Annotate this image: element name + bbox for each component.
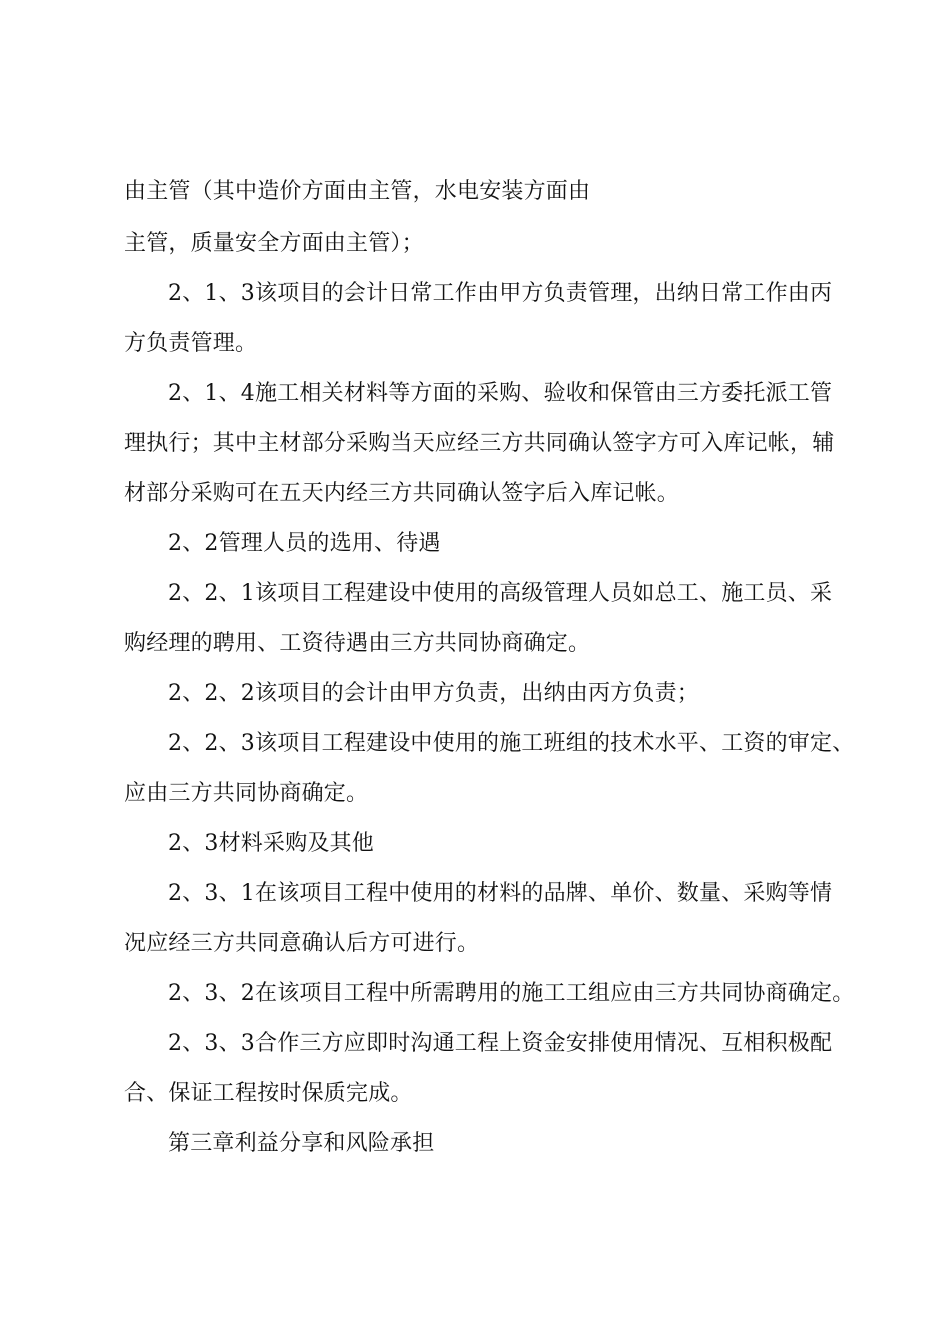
- chapter-heading-3: 第三章利益分享和风险承担: [168, 1131, 435, 1156]
- text-line: 况应经三方共同意确认后方可进行。: [124, 931, 480, 956]
- text-line: 合、保证工程按时保质完成。: [124, 1081, 413, 1106]
- paragraph-2-1-3-line: 2、1、3该项目的会计日常工作由甲方负责管理，出纳日常工作由丙: [168, 281, 833, 306]
- text-line: 材部分采购可在五天内经三方共同确认签字后入库记帐。: [124, 481, 680, 506]
- text-line: 由主管（其中造价方面由主管，水电安装方面由: [124, 179, 591, 204]
- text-line: 购经理的聘用、工资待遇由三方共同协商确定。: [124, 631, 591, 656]
- section-heading-2-2: 2、2管理人员的选用、待遇: [168, 531, 441, 556]
- paragraph-2-2-3-line: 2、2、3该项目工程建设中使用的施工班组的技术水平、工资的审定、: [168, 731, 855, 756]
- section-heading-2-3: 2、3材料采购及其他: [168, 831, 374, 856]
- paragraph-2-1-4-line: 2、1、4施工相关材料等方面的采购、验收和保管由三方委托派工管: [168, 381, 833, 406]
- paragraph-2-3-2-line: 2、3、2在该项目工程中所需聘用的施工工组应由三方共同协商确定。: [168, 981, 855, 1006]
- text-line: 理执行；其中主材部分采购当天应经三方共同确认签字方可入库记帐，辅: [124, 431, 835, 456]
- paragraph-2-2-1-line: 2、2、1该项目工程建设中使用的高级管理人员如总工、施工员、采: [168, 581, 833, 606]
- paragraph-2-2-2-line: 2、2、2该项目的会计由甲方负责，出纳由丙方负责；: [168, 681, 699, 706]
- paragraph-2-3-1-line: 2、3、1在该项目工程中使用的材料的品牌、单价、数量、采购等情: [168, 881, 833, 906]
- text-line: 方负责管理。: [124, 331, 258, 356]
- text-line: 主管，质量安全方面由主管）；: [124, 231, 424, 256]
- text-line: 应由三方共同协商确定。: [124, 781, 369, 806]
- paragraph-2-3-3-line: 2、3、3合作三方应即时沟通工程上资金安排使用情况、互相积极配: [168, 1031, 833, 1056]
